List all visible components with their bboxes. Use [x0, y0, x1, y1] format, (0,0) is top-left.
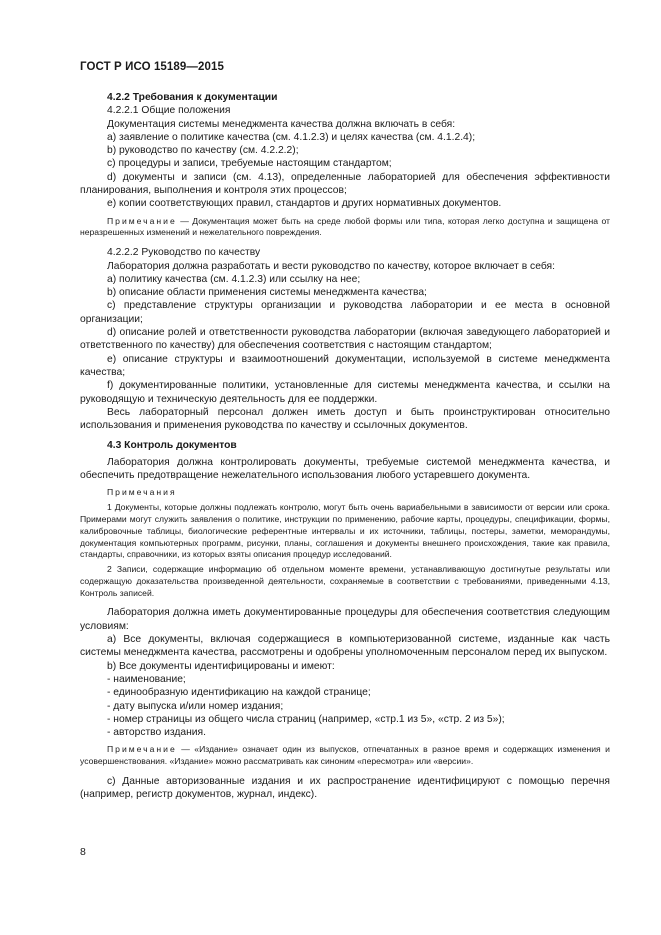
- list-item: d) документы и записи (см. 4.13), определенные лабораторией для обеспечения эффективности планирования, выполнения и контроля этих процессов;: [80, 171, 610, 197]
- list-item: e) описание структуры и взаимоотношений документации, используемой в системе менеджмента качества;: [80, 353, 610, 378]
- list-item: b) Все документы идентифицированы и имеют:: [107, 660, 335, 672]
- note-label: Примечание: [107, 744, 177, 755]
- paragraph: Лаборатория должна иметь документированные процедуры для обеспечения соответствия следующим условиям:: [80, 607, 610, 632]
- paragraph: Лаборатория должна контролировать документы, требуемые системой менеджмента качества, и обеспечить предотвращение нежелательного использования любого устаревшего документа.: [80, 456, 610, 482]
- page-body: [80, 91, 610, 802]
- list-item: b) руководство по качеству (см. 4.2.2.2);: [107, 145, 299, 157]
- note: [80, 744, 610, 768]
- list-item: c) процедуры и записи, требуемые настоящим стандартом;: [107, 158, 392, 170]
- paragraph: Документация системы менеджмента качества должна включать в себя:: [107, 118, 456, 130]
- note-item: 1 Документы, которые должны подлежать контролю, могут быть очень вариабельными в зависимости от версии или срока. Примерами могут служить заявления о политике, инструкции по применению, рабочие карты, процедуры, спецификации, формы, калибровочные таблицы, биологические референтные интервалы и их источники, таблицы, постеры, заметки, меморандумы, документация компьютерных программ, рисунки, планы, соглашения и документы внешнего происхождения, такие как правила, стандарты, справочники, из которых взяты описания процедур исследований.: [80, 502, 610, 560]
- note-label: Примечание: [107, 215, 177, 226]
- note: [80, 216, 610, 240]
- subsection-heading: 4.2.2.1 Общие положения: [107, 105, 231, 117]
- list-item: а) Все документы, включая содержащиеся в компьютеризованной системе, изданные как часть системы менеджмента качества, рассмотрены и одобрены уполномоченным персоналом перед их выпуском.: [80, 634, 610, 659]
- note-text: — Документация может быть на среде любой формы или типа, которая легко доступна и защищена от неразрешенных изменений и нежелательного повреждения.: [80, 215, 610, 238]
- dash-item: - наименование;: [107, 673, 186, 685]
- page-number: 8: [80, 846, 86, 858]
- list-item: c) Данные авторизованные издания и их распространение идентифицируют с помощью перечня (например, регистр документов, журнал, индекс).: [80, 776, 610, 801]
- section-heading: 4.3 Контроль документов: [107, 440, 237, 452]
- list-item: c) представление структуры организации и руководства лаборатории и ее места в основной организации;: [80, 300, 610, 325]
- list-item: а) политику качества (см. 4.1.2.3) или ссылку на нее;: [107, 273, 361, 285]
- note-item: 2 Записи, содержащие информацию об отдельном моменте времени, устанавливающую достигнутые результаты или содержащую доказательства произведенной деятельности, сохраняемые в соответствии с требованиями, приведенными 4.13, Контроль записей.: [80, 564, 610, 598]
- list-item: e) копии соответствующих правил, стандартов и других нормативных документов.: [107, 198, 502, 210]
- dash-item: - номер страницы из общего числа страниц (например, «стр.1 из 5», «стр. 2 из 5»);: [107, 713, 505, 725]
- paragraph: Весь лабораторный персонал должен иметь доступ и быть проинструктирован относительно использования и применения руководства по качеству и ссылочных документов.: [80, 406, 610, 432]
- paragraph: Лаборатория должна разработать и вести руководство по качеству, которое включает в себя:: [107, 260, 555, 272]
- subsection-heading: 4.2.2.2 Руководство по качеству: [107, 247, 261, 259]
- dash-item: - авторство издания.: [107, 727, 206, 739]
- note-text: — «Издание» означает один из выпусков, отпечатанных в разное время и содержащих изменения и усовершенствования. «Издание» можно рассматривать как синоним «пересмотра» или «версии».: [80, 744, 610, 767]
- list-item: f) документированные политики, установленные для системы менеджмента качества, и ссылки на руководящую и техническую деятельность для ее поддержки.: [80, 380, 610, 405]
- list-item: d) описание ролей и ответственности руководства лаборатории (включая заведующего лабораторией и ответственного по качеству) для обеспечения соответствия с настоящим стандартом;: [80, 327, 610, 352]
- section-heading: 4.2.2 Требования к документации: [107, 92, 278, 103]
- list-item: а) заявление о политике качества (см. 4.1.2.3) и целях качества (см. 4.1.2.4);: [107, 131, 476, 143]
- document-header: ГОСТ Р ИСО 15189—2015: [80, 61, 225, 73]
- list-item: b) описание области применения системы менеджмента качества;: [107, 287, 427, 299]
- notes-label: Примечания: [107, 487, 177, 498]
- dash-item: - дату выпуска и/или номер издания;: [107, 700, 284, 712]
- dash-item: - единообразную идентификацию на каждой странице;: [107, 687, 371, 699]
